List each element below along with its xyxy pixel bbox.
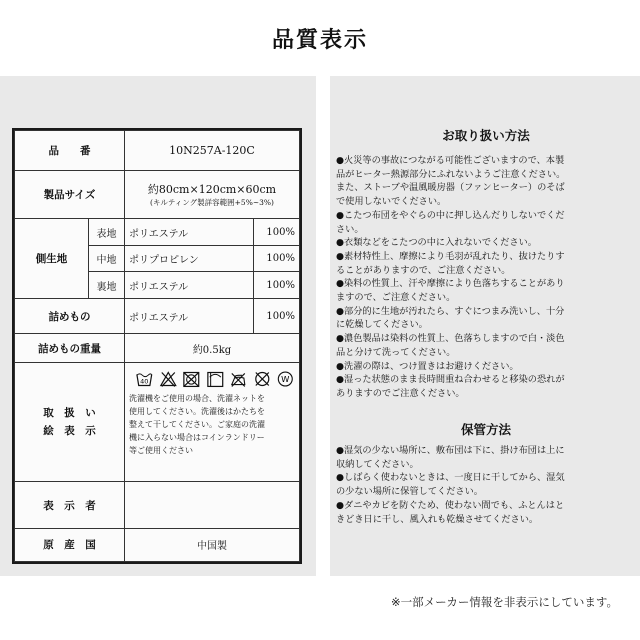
wash-40-icon (135, 369, 154, 389)
page-title: 品質表示 (271, 27, 368, 53)
side-label: 側生地 (15, 219, 89, 299)
wet-clean-icon (276, 369, 295, 389)
handling-line: ●こたつ布団をやぐらの中に押し込んだりしないでくだ (336, 209, 565, 221)
handling-line: ありますのでご注意ください。 (336, 387, 465, 399)
size-value: 約80cm×120cm×60cm (147, 183, 277, 197)
no-bleach-icon (159, 369, 178, 389)
side-percent: 100% (253, 219, 299, 246)
hinban-value: 10N257A-120C (125, 131, 300, 171)
size-note: (キルティング製詳容範囲+5%~3%) (150, 198, 274, 208)
filling-label: 詰めもの (15, 298, 125, 333)
no-iron-icon (229, 369, 248, 389)
handling-heading: お取り扱い方法 (442, 128, 530, 143)
storage-line: ●しばらく使わないときは、一度日に干してから、湿気 (336, 472, 565, 484)
maker-value (125, 482, 300, 528)
svg-text:W: W (281, 374, 290, 385)
row-weight (15, 334, 300, 363)
side-percent: 100% (253, 245, 299, 272)
side-material: ポリプロピレン (125, 245, 254, 272)
filling-material: ポリエステル (125, 298, 254, 333)
side-part: 中地 (89, 245, 125, 272)
side-percent: 100% (253, 272, 299, 299)
hinban-label: 品 番 (15, 131, 125, 171)
filling-percent: 100% (253, 298, 299, 333)
no-dryclean-icon (253, 369, 272, 389)
footnote: ※一部メーカー情報を非表示にしています。 (391, 595, 618, 609)
row-filling (15, 298, 300, 333)
side-material: ポリエステル (125, 272, 254, 299)
storage-line: の少ない場所に保管してください。 (336, 486, 483, 498)
care-label-1: 取 扱 い (43, 407, 96, 420)
handling-line: ●染料の性質上、汗や摩擦により色落ちすることがあり (336, 278, 565, 290)
origin-value: 中国製 (125, 528, 300, 561)
origin-label: 原 産 国 (15, 528, 125, 561)
weight-label: 詰めもの重量 (15, 334, 125, 363)
handling-line: ●部分的に生地が汚れたら、すぐにつまみ洗いし、十分 (336, 305, 565, 317)
care-icons (129, 367, 295, 392)
handling-line: ●素材特性上、摩擦により毛羽が乱れたり、抜けたりす (336, 250, 565, 262)
care-text: 洗濯機をご使用の場合、洗濯ネットを 使用してください。洗濯後はかたちを 整えて干してください。ご家庭の洗濯 機に入らない場合はコインランドリー 等ご使用ください (129, 394, 265, 456)
handling-line: ●火災等の事故につながる可能性ございますので、本製 (336, 155, 565, 166)
handling-line: ますので、ご注意ください。 (336, 292, 456, 304)
row-side-1 (15, 219, 300, 246)
handling-section (336, 126, 636, 401)
handling-line: また、ストーブや温風暖房器（ファンヒーター）のそば (336, 182, 565, 194)
storage-lines (336, 444, 636, 526)
care-label-2: 絵 表 示 (43, 425, 96, 438)
row-care (15, 363, 300, 482)
quality-table (14, 130, 300, 562)
handling-line: ●湿った状態のまま長時間重ね合わせると移染の恐れが (336, 374, 565, 386)
handling-line: ●衣類などをこたつの中に入れないでください。 (336, 237, 537, 249)
storage-line: ●湿気の少ない場所に、敷布団は下に、掛け布団は上に (336, 445, 565, 456)
storage-line: ●ダニやカビを防ぐため、使わない間でも、ふとんはと (336, 499, 565, 511)
handling-line: ることがありますので、ご注意ください。 (336, 264, 511, 276)
no-tumble-dry-icon (182, 369, 201, 389)
size-label: 製品サイズ (15, 170, 125, 219)
handling-line: 品がヒーター熱源部分にふれないようご注意ください。 (336, 168, 566, 180)
storage-line: きどき日に干し、風入れも乾燥させてください。 (336, 513, 539, 525)
handling-line: さい。 (336, 223, 364, 235)
maker-label: 表 示 者 (15, 482, 125, 528)
handling-line: ●濃色製品は染料の性質上、色落ちしますので白・淡色 (336, 333, 565, 345)
quality-label-card (12, 128, 302, 564)
side-material: ポリエステル (125, 219, 254, 246)
storage-section (336, 420, 636, 526)
side-part: 裏地 (89, 272, 125, 299)
row-size (15, 170, 300, 219)
handling-line: 品と分けて洗ってください。 (336, 346, 456, 358)
storage-heading: 保管方法 (460, 422, 511, 437)
row-maker (15, 482, 300, 528)
handling-line: に乾燥してください。 (336, 319, 428, 331)
wash-temp: 40 (140, 377, 149, 386)
handling-line: ●洗濯の際は、つけ置きはお避けください。 (336, 360, 519, 372)
weight-value: 約0.5kg (125, 334, 300, 363)
line-dry-icon (206, 369, 225, 389)
handling-line: で使用しないでください。 (336, 196, 447, 208)
storage-line: 収納してください。 (336, 458, 419, 470)
row-origin (15, 528, 300, 561)
handling-lines (336, 154, 636, 401)
row-hinban (15, 131, 300, 171)
side-part: 表地 (89, 219, 125, 246)
